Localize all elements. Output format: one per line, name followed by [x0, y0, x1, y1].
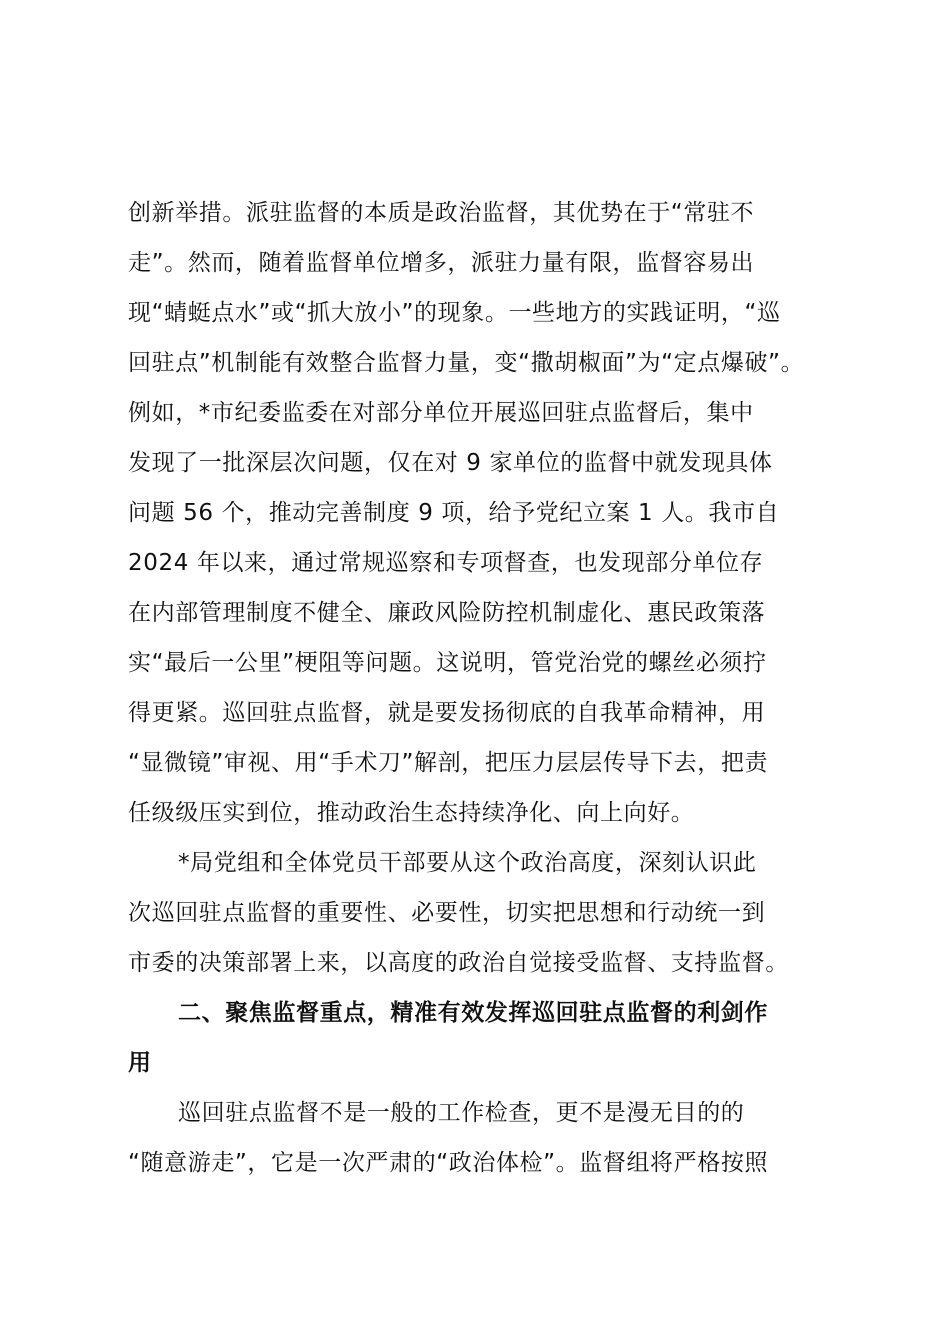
paragraph-line: “显微镜”审视、用“手术刀”解剖，把压力层层传导下去，把责	[128, 750, 769, 776]
paragraph-line: 问题 56 个，推动完善制度 9 项，给予党纪立案 1 人。我市自	[128, 500, 780, 526]
paragraph-line: 回驻点”机制能有效整合监督力量，变“撒胡椒面”为“定点爆破”。	[128, 350, 805, 376]
paragraph-line: 在内部管理制度不健全、廉政风险防控机制虚化、惠民政策落	[128, 600, 766, 626]
paragraph-line: *局党组和全体党员干部要从这个政治高度，深刻认识此	[178, 850, 757, 876]
paragraph-line: 得更紧。巡回驻点监督，就是要发扬彻底的自我革命精神，用	[128, 700, 766, 726]
paragraph-line: 2024 年以来，通过常规巡察和专项督查，也发现部分单位存	[128, 550, 764, 576]
paragraph-line: 例如，*市纪委监委在对部分单位开展巡回驻点监督后，集中	[128, 400, 754, 426]
paragraph-line: “随意游走”，它是一次严肃的“政治体检”。监督组将严格按照	[128, 1150, 769, 1176]
paragraph-line: 实“最后一公里”梗阻等问题。这说明，管党治党的螺丝必须拧	[128, 650, 767, 676]
paragraph-line: 巡回驻点监督不是一般的工作检查，更不是漫无目的的	[178, 1100, 745, 1126]
paragraph-line: 次巡回驻点监督的重要性、必要性，切实把思想和行动统一到	[128, 900, 766, 926]
paragraph-line: 任级级压实到位，推动政治生态持续净化、向上向好。	[128, 800, 695, 826]
section-heading-line: 二、聚焦监督重点，精准有效发挥巡回驻点监督的利剑作	[178, 1000, 768, 1026]
paragraph-line: 发现了一批深层次问题，仅在对 9 家单位的监督中就发现具体	[128, 450, 773, 476]
paragraph-line: 走”。然而，随着监督单位增多，派驻力量有限，监督容易出	[128, 250, 755, 276]
paragraph-line: 创新举措。派驻监督的本质是政治监督，其优势在于“常驻不	[128, 200, 755, 226]
paragraph-line: 现“蜻蜓点水”或“抓大放小”的现象。一些地方的实践证明，“巡	[128, 300, 781, 326]
section-heading-line: 用	[128, 1050, 152, 1076]
paragraph-line: 市委的决策部署上来，以高度的政治自觉接受监督、支持监督。	[128, 950, 789, 976]
